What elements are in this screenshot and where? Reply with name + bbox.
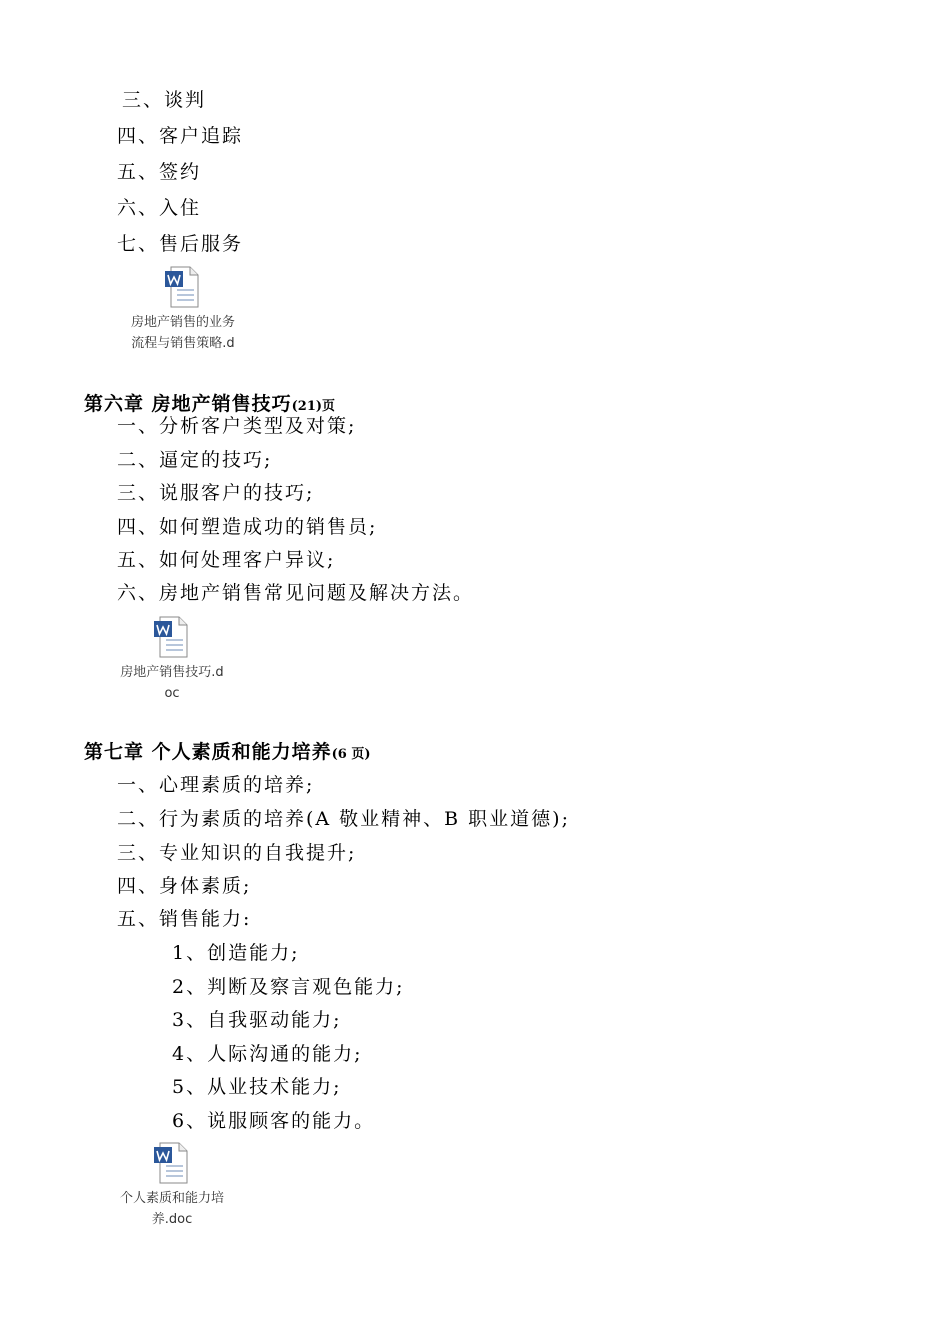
chapter7-pages: (6 页) (331, 747, 371, 762)
chapter7-title: 第七章 个人素质和能力培养 (84, 741, 332, 763)
word-doc-icon (163, 266, 203, 308)
chapter7-subitem-6: 6、说服顾客的能力。 (172, 1110, 376, 1132)
attachment-label: 个人素质和能力培 养.doc (119, 1191, 224, 1227)
chapter6-item-2: 二、逼定的技巧; (117, 449, 273, 471)
section5-item-signing: 五、签约 (117, 161, 202, 183)
chapter6-item-4: 四、如何塑造成功的销售员; (117, 516, 378, 538)
chapter7-item-3: 三、专业知识的自我提升; (117, 842, 357, 864)
chapter6-item-3: 三、说服客户的技巧; (117, 482, 315, 504)
attachment-label: 房地产销售的业务 流程与销售策略.d (130, 315, 235, 351)
section5-item-move-in: 六、入住 (117, 197, 202, 219)
chapter6-item-5: 五、如何处理客户异议; (117, 549, 336, 571)
chapter7-subitem-2: 2、判断及察言观色能力; (172, 976, 405, 998)
chapter7-heading (84, 740, 371, 767)
attachment-sales-process-doc[interactable] (108, 266, 258, 354)
chapter7-item-5: 五、销售能力: (117, 908, 252, 930)
word-doc-icon (152, 1142, 192, 1184)
chapter7-subitem-3: 3、自我驱动能力; (172, 1009, 342, 1031)
chapter7-subitem-5: 5、从业技术能力; (172, 1076, 342, 1098)
chapter6-item-6: 六、房地产销售常见问题及解决方法。 (117, 582, 475, 604)
chapter6-pages: (21)页 (291, 399, 336, 414)
chapter7-item-2: 二、行为素质的培养(A 敬业精神、B 职业道德); (117, 808, 570, 830)
section5-item-customer-tracking: 四、客户追踪 (117, 125, 244, 147)
attachment-sales-skills-doc[interactable] (97, 616, 247, 704)
chapter6-item-1: 一、分析客户类型及对策; (117, 415, 357, 437)
chapter7-item-4: 四、身体素质; (117, 875, 252, 897)
chapter7-subitem-4: 4、人际沟通的能力; (172, 1043, 363, 1065)
attachment-label: 房地产销售技巧.d oc (120, 665, 224, 701)
section5-item-after-sales: 七、售后服务 (117, 233, 244, 255)
attachment-personal-quality-doc[interactable] (97, 1142, 247, 1230)
section5-item-negotiation: 三、谈判 (122, 89, 207, 111)
chapter6-title: 第六章 房地产销售技巧 (84, 393, 292, 415)
chapter7-subitem-1: 1、创造能力; (172, 942, 300, 964)
chapter7-item-1: 一、心理素质的培养; (117, 774, 315, 796)
word-doc-icon (152, 616, 192, 658)
